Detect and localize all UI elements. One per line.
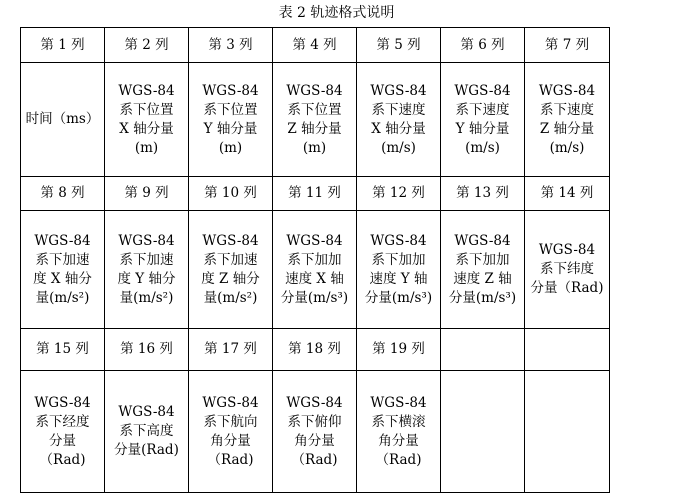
description-line: WGS-84: [202, 394, 259, 411]
description-line: WGS-84: [286, 232, 343, 249]
column-description-cell: [441, 211, 525, 329]
description-line: 分量(m/s³): [280, 289, 349, 306]
column-header-cell: 第 16 列: [105, 329, 189, 371]
description-line: 系下位置: [287, 101, 342, 118]
column-description-cell: [357, 371, 441, 493]
empty-cell: [525, 371, 610, 493]
description-line: 角分量: [378, 432, 419, 449]
description-line: 时间（ms）: [25, 111, 100, 127]
column-header-cell: 第 4 列: [273, 28, 357, 63]
description-line: 系下高度: [119, 423, 174, 439]
description-line: WGS-84: [454, 232, 511, 249]
description-line: 分量(Rad): [114, 442, 179, 458]
column-description-cell: [273, 371, 357, 493]
column-header-cell: 第 3 列: [189, 28, 273, 63]
description-line: (m): [134, 139, 159, 156]
column-header-cell: 第 2 列: [105, 28, 189, 63]
description-line: 角分量: [210, 432, 251, 449]
column-header-cell: 第 1 列: [21, 28, 105, 63]
description-line: 系下加加: [287, 251, 342, 268]
description-line: 系下加速: [203, 251, 258, 268]
description-line: WGS-84: [34, 232, 91, 249]
description-line: （Rad): [39, 451, 86, 468]
description-line: 分量(m/s³): [448, 289, 517, 306]
description-line: 系下俯仰: [287, 413, 342, 430]
description-line: （Rad): [291, 451, 338, 468]
description-line: (m): [218, 139, 243, 156]
column-description-cell: [21, 211, 105, 329]
column-description-cell: [273, 63, 357, 177]
description-line: 角分量: [294, 432, 335, 449]
description-line: 系下经度: [35, 413, 90, 430]
column-header-cell: 第 19 列: [357, 329, 441, 371]
description-line: 系下航向: [203, 413, 258, 430]
description-line: X 轴分量: [371, 120, 426, 137]
description-line: 系下加速: [35, 251, 90, 268]
description-line: Z 轴分量: [539, 120, 595, 137]
description-line: Y 轴分量: [203, 120, 258, 137]
column-header-cell: 第 14 列: [525, 177, 610, 211]
description-line: 度 Y 轴分: [117, 270, 176, 287]
column-description-cell: [189, 63, 273, 177]
column-header-cell: 第 13 列: [441, 177, 525, 211]
description-row: [21, 211, 610, 329]
description-row: [21, 63, 610, 177]
description-line: （Rad): [207, 451, 254, 468]
description-line: WGS-84: [370, 82, 427, 99]
column-description-cell: [189, 211, 273, 329]
description-line: (m/s): [549, 139, 585, 156]
description-line: WGS-84: [202, 232, 259, 249]
description-line: 量(m/s²): [35, 289, 90, 306]
column-header-cell: 第 6 列: [441, 28, 525, 63]
description-row: [21, 371, 610, 493]
table-caption: 表 2 轨迹格式说明: [278, 5, 395, 21]
description-line: (m/s): [381, 139, 416, 156]
column-description-cell: [357, 211, 441, 329]
header-row: [21, 28, 610, 63]
column-header-cell: 第 11 列: [273, 177, 357, 211]
column-description-cell: [21, 371, 105, 493]
description-line: WGS-84: [34, 394, 91, 411]
description-line: WGS-84: [118, 82, 175, 99]
empty-cell: [525, 329, 610, 371]
empty-cell: [441, 371, 525, 493]
description-line: 系下加速: [119, 251, 174, 268]
column-header-cell: 第 15 列: [21, 329, 105, 371]
description-line: （Rad): [375, 451, 422, 468]
description-line: (m): [302, 139, 327, 156]
column-header-cell: 第 7 列: [525, 28, 610, 63]
description-line: WGS-84: [118, 232, 175, 249]
description-line: WGS-84: [286, 82, 343, 99]
description-line: Z 轴分量: [287, 120, 342, 137]
description-line: WGS-84: [370, 232, 427, 249]
column-description-cell: [525, 63, 610, 177]
column-description-cell: [273, 211, 357, 329]
description-line: 系下速度: [455, 101, 510, 118]
description-line: 系下速度: [540, 101, 594, 118]
description-line: 分量（Rad): [530, 280, 604, 296]
description-line: WGS-84: [118, 404, 175, 420]
column-description-cell: [525, 211, 610, 329]
description-line: 度 Z 轴分: [201, 270, 260, 287]
description-line: WGS-84: [538, 242, 596, 258]
column-description-cell: [441, 63, 525, 177]
column-header-cell: 第 5 列: [357, 28, 441, 63]
description-line: 量(m/s²): [119, 289, 174, 306]
column-header-cell: 第 12 列: [357, 177, 441, 211]
column-description-cell: [105, 211, 189, 329]
column-header-cell: 第 9 列: [105, 177, 189, 211]
description-line: 量(m/s²): [203, 289, 258, 306]
column-description-cell: [189, 371, 273, 493]
description-line: Y 轴分量: [455, 120, 510, 137]
description-line: 系下加加: [455, 251, 510, 268]
description-line: 系下速度: [371, 101, 426, 118]
description-line: WGS-84: [370, 394, 427, 411]
description-line: WGS-84: [454, 82, 511, 99]
description-line: 度 X 轴分: [33, 270, 92, 287]
description-line: 分量: [49, 432, 76, 449]
description-line: 系下纬度: [540, 261, 594, 277]
column-header-cell: 第 8 列: [21, 177, 105, 211]
empty-cell: [441, 329, 525, 371]
description-line: X 轴分量: [119, 120, 174, 137]
description-line: 系下位置: [119, 101, 174, 118]
column-header-cell: 第 17 列: [189, 329, 273, 371]
column-description-cell: [105, 63, 189, 177]
description-line: 系下位置: [203, 101, 258, 118]
header-row: [21, 177, 610, 211]
column-header-cell: 第 18 列: [273, 329, 357, 371]
description-line: WGS-84: [538, 82, 596, 99]
description-line: 速度 Y 轴: [369, 270, 428, 287]
description-line: WGS-84: [202, 82, 259, 99]
description-line: 系下加加: [371, 251, 426, 268]
description-line: (m/s): [465, 139, 500, 156]
description-line: 系下横滚: [371, 413, 426, 430]
description-line: 分量(m/s³): [364, 289, 433, 306]
description-line: 速度 Z 轴: [453, 270, 512, 287]
description-line: WGS-84: [286, 394, 343, 411]
trajectory-format-table: [20, 27, 610, 493]
column-header-cell: 第 10 列: [189, 177, 273, 211]
header-row: [21, 329, 610, 371]
description-line: 速度 X 轴: [285, 270, 344, 287]
column-description-cell: [357, 63, 441, 177]
column-description-cell: [105, 371, 189, 493]
column-description-cell: [21, 63, 105, 177]
